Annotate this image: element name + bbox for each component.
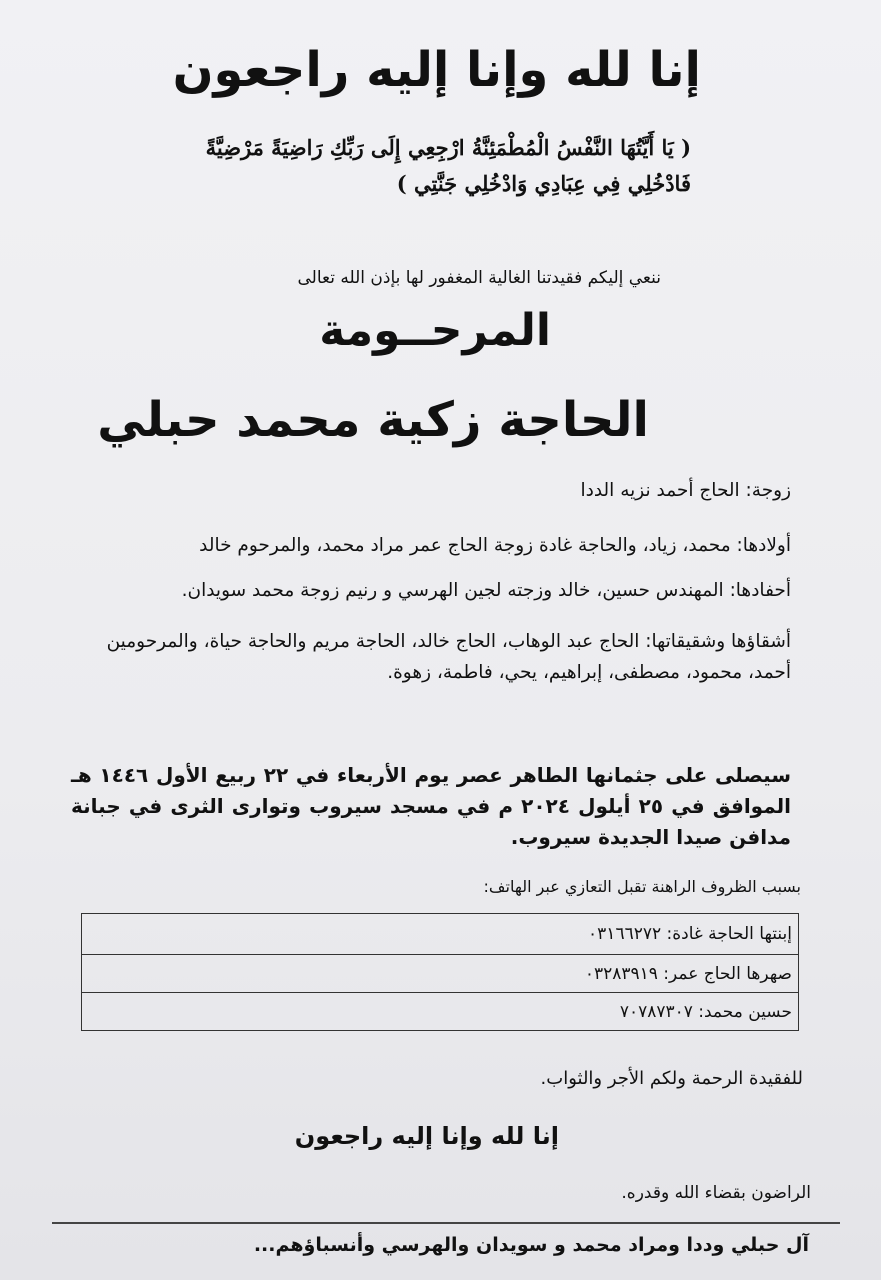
phone-entry: حسين محمد: ٧٠٧٨٧٣٠٧ — [82, 993, 799, 1031]
phone-table — [81, 913, 799, 1031]
content-line: الراضون بقضاء الله وقدره. — [621, 1183, 811, 1203]
table-row — [82, 914, 799, 955]
deceased-name: الحاجة زكية محمد حبلي — [97, 392, 649, 448]
prayer-notice: سيصلى على جثمانها الطاهر عصر يوم الأربعاء في ٢٢ ربيع الأول ١٤٤٦ هـ الموافق في ٢٥ أيلول ٢٠٢٤ م في مسجد سيروب وتوارى الثرى في جبانة مدافن صيدا الجديدة سيروب. — [71, 763, 791, 849]
deceased-title: المرحــومة — [319, 305, 551, 356]
divider — [52, 1222, 840, 1224]
phone-entry: صهرها الحاج عمر: ٠٣٢٨٣٩١٩ — [82, 955, 799, 993]
husband-line: زوجة: الحاج أحمد نزيه الددا — [580, 480, 791, 501]
announcement-line: ننعي إليكم فقيدتنا الغالية المغفور لها بإذن الله تعالى — [297, 268, 661, 288]
phone-entry: إبنتها الحاجة غادة: ٠٣١٦٦٢٧٢ — [82, 914, 799, 955]
children-line: أولادها: محمد، زياد، والحاجة غادة زوجة الحاج عمر مراد محمد، والمرحوم خالد — [199, 535, 791, 556]
families-line: آل حبلي وددا ومراد محمد و سويدان والهرسي وأنسباؤهم... — [253, 1234, 809, 1256]
quran-verse: ( يَا أَيَّتُهَا النَّفْسُ الْمُطْمَئِنَّةُ ارْجِعِي إِلَى رَبِّكِ رَاضِيَةً مَرْضِيَّةً فَادْخُلِي فِي عِبَادِي وَادْخُلِي جَنَّتِي ) — [205, 135, 691, 196]
closing-heading: إنا لله وإنا إليه راجعون — [294, 1122, 559, 1150]
condolence-note: بسبب الظروف الراهنة تقبل التعازي عبر الهاتف: — [483, 877, 801, 896]
grandchildren-line: أحفادها: المهندس حسين، خالد وزجته لجين الهرسي و رنيم زوجة محمد سويدان. — [181, 580, 791, 601]
siblings-line: أشقاؤها وشقيقاتها: الحاج عبد الوهاب، الحاج خالد، الحاجة مريم والحاجة حياة، والمرحومين أحمد، محمود، مصطفى، إبراهيم، يحي، فاطمة، زهوة. — [106, 631, 791, 683]
opening-heading: إنا لله وإنا إليه راجعون — [172, 42, 701, 98]
mercy-line: للفقيدة الرحمة ولكم الأجر والثواب. — [540, 1068, 803, 1089]
table-row — [82, 993, 799, 1031]
table-row — [82, 955, 799, 993]
